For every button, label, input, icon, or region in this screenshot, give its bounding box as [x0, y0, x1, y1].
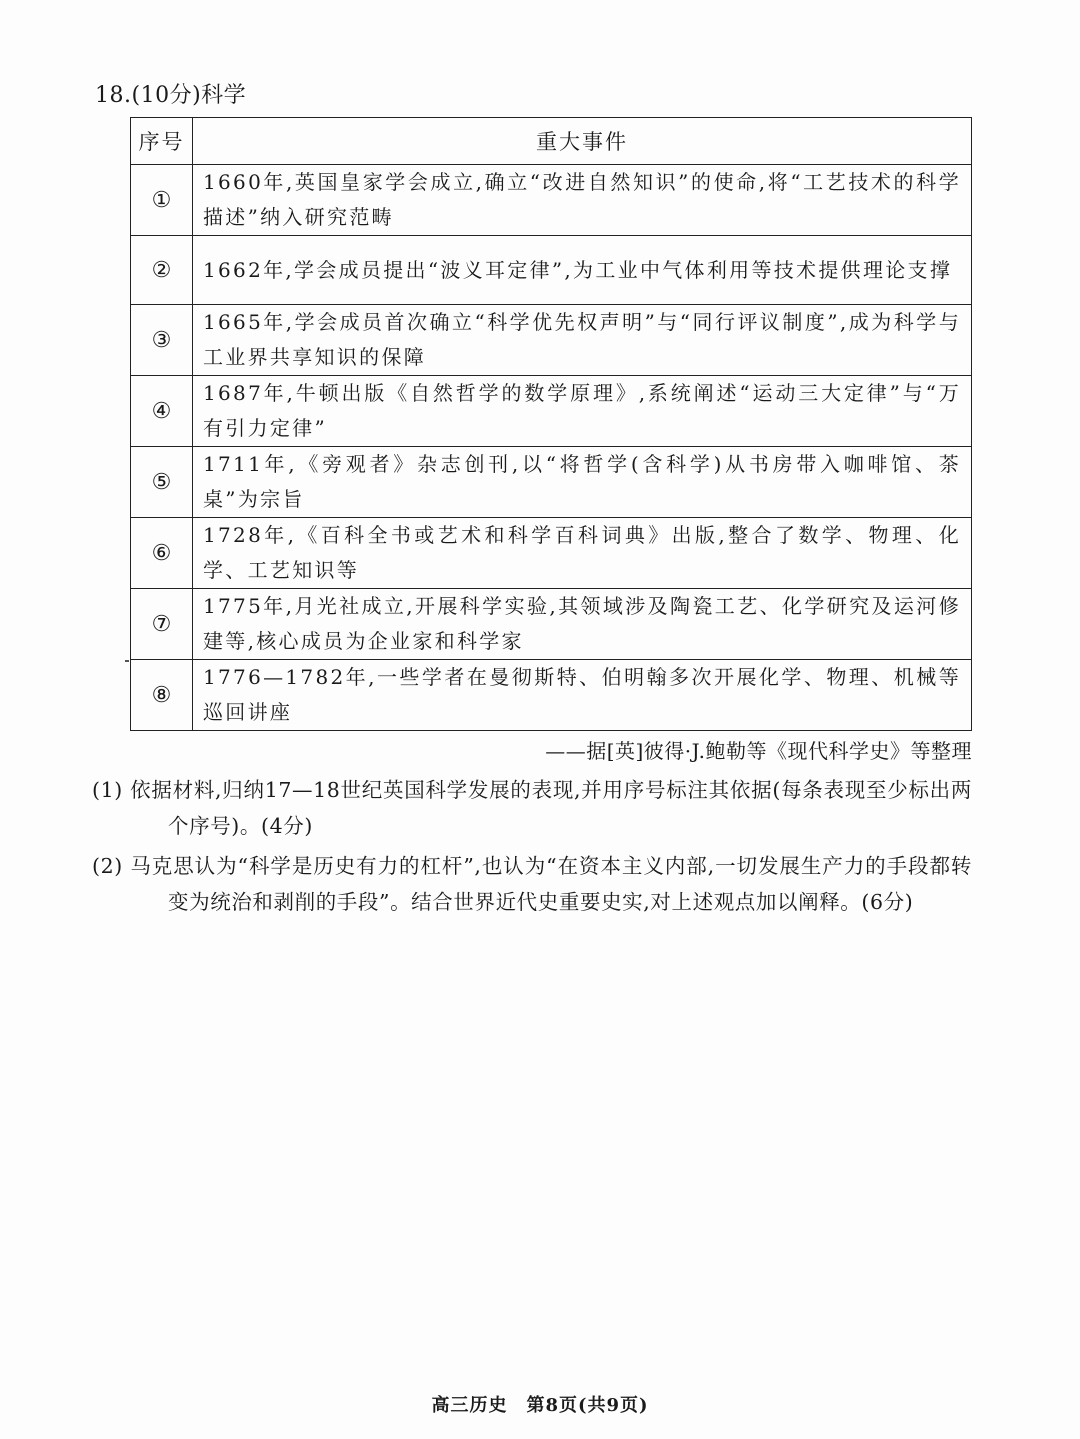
table-header-row: [131, 118, 972, 165]
table-row: [131, 376, 972, 447]
sub-question-text: 马克思认为“科学是历史有力的杠杆”,也认为“在资本主义内部,一切发展生产力的手段都转变为统治和剥削的手段”。结合世界近代史重要史实,对上述观点加以阐释。(6分): [130, 854, 972, 914]
row-number: ④: [131, 376, 193, 447]
sub-question-1: (1) 依据材料,归纳17—18世纪英国科学发展的表现,并用序号标注其依据(每条表现至少标出两个序号)。(4分): [92, 778, 972, 838]
row-event-text: 1662年,学会成员提出“波义耳定律”,为工业中气体利用等技术提供理论支撑: [193, 236, 972, 305]
table-row: [131, 305, 972, 376]
sub-question-2: (2) 马克思认为“科学是历史有力的杠杆”,也认为“在资本主义内部,一切发展生产力的手段都转变为统治和剥削的手段”。结合世界近代史重要史实,对上述观点加以阐释。(6分): [92, 854, 972, 914]
table-row: [131, 589, 972, 660]
row-number: ⑥: [131, 518, 193, 589]
row-event-text: 1728年,《百科全书或艺术和科学百科词典》出版,整合了数学、物理、化学、工艺知识等: [193, 518, 972, 589]
scan-mark: [125, 660, 129, 662]
header-serial: 序号: [131, 118, 193, 165]
row-event-text: 1687年,牛顿出版《自然哲学的数学原理》,系统阐述“运动三大定律”与“万有引力定律”: [193, 376, 972, 447]
row-number: ②: [131, 236, 193, 305]
header-event: 重大事件: [193, 118, 972, 165]
table-row: [131, 518, 972, 589]
row-number: ⑧: [131, 660, 193, 731]
row-event-text: 1665年,学会成员首次确立“科学优先权声明”与“同行评议制度”,成为科学与工业界共享知识的保障: [193, 305, 972, 376]
row-event-text: 1775年,月光社成立,开展科学实验,其领域涉及陶瓷工艺、化学研究及运河修建等,核心成员为企业家和科学家: [193, 589, 972, 660]
row-event-text: 1711年,《旁观者》杂志创刊,以“将哲学(含科学)从书房带入咖啡馆、茶桌”为宗旨: [193, 447, 972, 518]
source-note: ——据[英]彼得·J.鲍勒等《现代科学史》等整理: [545, 739, 972, 763]
page-footer: 高三历史 第8页(共9页): [431, 1395, 649, 1416]
table-row: [131, 447, 972, 518]
table-row: [131, 660, 972, 731]
row-event-text: 1660年,英国皇家学会成立,确立“改进自然知识”的使命,将“工艺技术的科学描述”纳入研究范畴: [193, 165, 972, 236]
row-number: ⑤: [131, 447, 193, 518]
row-event-text: 1776—1782年,一些学者在曼彻斯特、伯明翰多次开展化学、物理、机械等巡回讲座: [193, 660, 972, 731]
row-number: ③: [131, 305, 193, 376]
row-number: ⑦: [131, 589, 193, 660]
question-title: 18.(10分)科学: [95, 83, 247, 108]
events-table: [130, 117, 972, 731]
sub-question-text: 依据材料,归纳17—18世纪英国科学发展的表现,并用序号标注其依据(每条表现至少标出两个序号)。(4分): [130, 778, 972, 838]
row-number: ①: [131, 165, 193, 236]
table-row: [131, 165, 972, 236]
table-row: [131, 236, 972, 305]
